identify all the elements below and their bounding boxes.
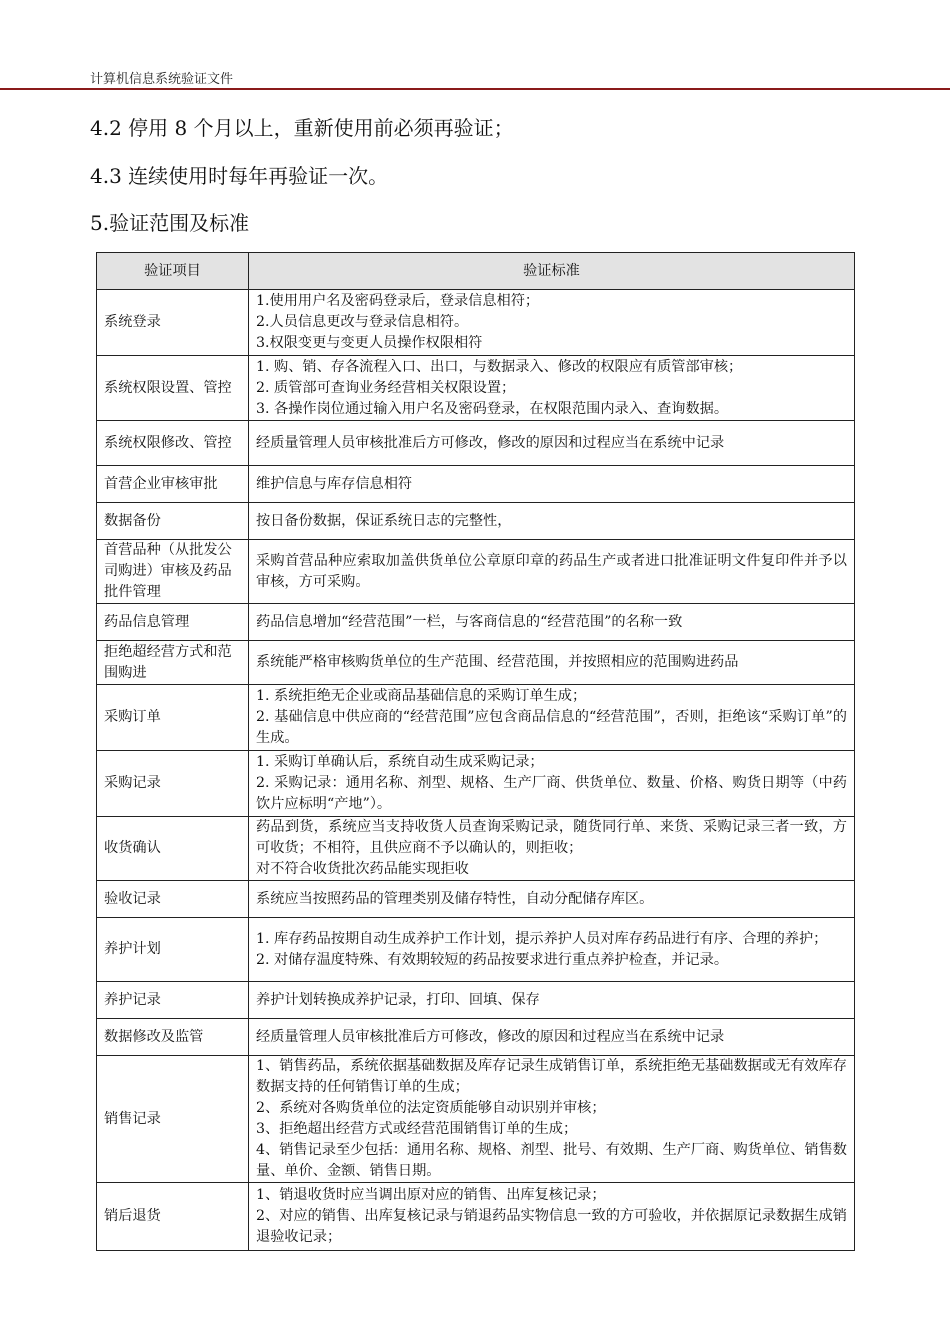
column-header-item: 验证项目 bbox=[97, 253, 249, 290]
validation-standard bbox=[249, 503, 855, 540]
validation-item: 系统权限设置、管控 bbox=[97, 356, 249, 421]
validation-standard bbox=[249, 982, 855, 1019]
validation-standard bbox=[249, 751, 855, 817]
standard-line: 3. 各操作岗位通过输入用户名及密码登录，在权限范围内录入、查询数据。 bbox=[256, 400, 729, 417]
standard-line: 3.权限变更与变更人员操作权限相符 bbox=[256, 335, 483, 351]
standard-line: 系统能严格审核购货单位的生产范围、经营范围，并按照相应的范围购进药品 bbox=[256, 654, 739, 670]
validation-standard bbox=[249, 290, 855, 356]
standard-line: 2. 基础信息中供应商的“经营范围”应包含商品信息的“经营范围”，否则，拒绝该“采购订单”的生成。 bbox=[256, 709, 847, 746]
standard-line: 2. 对储存温度特殊、有效期较短的药品按要求进行重点养护检查，并记录。 bbox=[256, 951, 729, 968]
standard-line: 系统应当按照药品的管理类别及储存特性，自动分配储存库区。 bbox=[256, 890, 654, 907]
validation-standard bbox=[249, 421, 855, 466]
header-divider bbox=[0, 88, 950, 90]
document-header-title: 计算机信息系统验证文件 bbox=[90, 72, 234, 87]
table-row bbox=[97, 503, 855, 540]
table-row bbox=[97, 751, 855, 817]
validation-standard bbox=[249, 466, 855, 503]
table-row bbox=[97, 1183, 855, 1251]
validation-standard bbox=[249, 356, 855, 421]
paragraph-4-2: 4.2 停用 8 个月以上，重新使用前必须再验证； bbox=[90, 116, 514, 140]
standard-line: 药品信息增加“经营范围”一栏，与客商信息的“经营范围”的名称一致 bbox=[256, 613, 683, 630]
validation-item: 销售记录 bbox=[97, 1056, 249, 1183]
standard-line: 2. 质管部可查询业务经营相关权限设置； bbox=[256, 379, 516, 396]
validation-item: 拒绝超经营方式和范围购进 bbox=[97, 641, 249, 685]
table-row bbox=[97, 918, 855, 982]
standard-line: 对不符合收货批次药品能实现拒收 bbox=[256, 861, 469, 877]
validation-standard bbox=[249, 881, 855, 918]
table-row bbox=[97, 641, 855, 685]
table-header-row bbox=[97, 253, 855, 290]
standard-line: 经质量管理人员审核批准后方可修改，修改的原因和过程应当在系统中记录 bbox=[256, 1028, 725, 1045]
validation-item: 验收记录 bbox=[97, 881, 249, 918]
validation-standard bbox=[249, 918, 855, 982]
standard-line: 1. 采购订单确认后，系统自动生成采购记录； bbox=[256, 754, 544, 770]
table-row bbox=[97, 881, 855, 918]
validation-standard bbox=[249, 641, 855, 685]
standard-line: 1. 系统拒绝无企业或商品基础信息的采购订单生成； bbox=[256, 688, 587, 704]
validation-standard bbox=[249, 604, 855, 641]
standard-line: 养护计划转换成养护记录，打印、回填、保存 bbox=[256, 991, 540, 1008]
validation-table bbox=[96, 252, 855, 1251]
validation-standard bbox=[249, 540, 855, 604]
standard-line: 2、系统对各购货单位的法定资质能够自动识别并审核； bbox=[256, 1100, 606, 1116]
standard-line: 3、拒绝超出经营方式或经营范围销售订单的生成； bbox=[256, 1121, 578, 1137]
standard-line: 经质量管理人员审核批准后方可修改，修改的原因和过程应当在系统中记录 bbox=[256, 434, 725, 451]
validation-standard bbox=[249, 817, 855, 881]
validation-standard bbox=[249, 685, 855, 751]
standard-line: 1、销退收货时应当调出原对应的销售、出库复核记录； bbox=[256, 1187, 606, 1203]
validation-item: 系统权限修改、管控 bbox=[97, 421, 249, 466]
paragraph-4-3: 4.3 连续使用时每年再验证一次。 bbox=[90, 164, 389, 188]
table-body bbox=[97, 290, 855, 1251]
standard-line: 1. 购、销、存各流程入口、出口，与数据录入、修改的权限应有质管部审核； bbox=[256, 358, 743, 375]
validation-standard bbox=[249, 1056, 855, 1183]
standard-line: 维护信息与库存信息相符 bbox=[256, 475, 413, 492]
section-title: 5.验证范围及标准 bbox=[90, 211, 250, 235]
column-header-standard: 验证标准 bbox=[249, 253, 855, 290]
table-row bbox=[97, 290, 855, 356]
validation-item: 销后退货 bbox=[97, 1183, 249, 1251]
table-row bbox=[97, 604, 855, 641]
table-row bbox=[97, 685, 855, 751]
standard-line: 1、销售药品，系统依据基础数据及库存记录生成销售订单，系统拒绝无基础数据或无有效库存数据支持的任何销售订单的生成； bbox=[256, 1058, 847, 1095]
validation-item: 养护记录 bbox=[97, 982, 249, 1019]
validation-item: 数据修改及监管 bbox=[97, 1019, 249, 1056]
validation-item: 养护计划 bbox=[97, 918, 249, 982]
table-row bbox=[97, 817, 855, 881]
standard-line: 1.使用用户名及密码登录后，登录信息相符； bbox=[256, 293, 540, 309]
standard-line: 2、对应的销售、出库复核记录与销退药品实物信息一致的方可验收，并依据原记录数据生成销退验收记录； bbox=[256, 1208, 847, 1245]
validation-item: 药品信息管理 bbox=[97, 604, 249, 641]
validation-item: 采购记录 bbox=[97, 751, 249, 817]
validation-item: 首营企业审核审批 bbox=[97, 466, 249, 503]
table-row bbox=[97, 466, 855, 503]
validation-item: 收货确认 bbox=[97, 817, 249, 881]
table-row bbox=[97, 540, 855, 604]
table-row bbox=[97, 982, 855, 1019]
validation-item: 数据备份 bbox=[97, 503, 249, 540]
validation-standard bbox=[249, 1183, 855, 1251]
standard-line: 药品到货，系统应当支持收货人员查询采购记录，随货同行单、来货、采购记录三者一致，方可收货；不相符，且供应商不予以确认的，则拒收； bbox=[256, 819, 847, 856]
validation-item: 系统登录 bbox=[97, 290, 249, 356]
table-row bbox=[97, 356, 855, 421]
validation-standard bbox=[249, 1019, 855, 1056]
table-row bbox=[97, 1056, 855, 1183]
standard-line: 按日备份数据，保证系统日志的完整性， bbox=[256, 512, 512, 529]
standard-line: 1. 库存药品按期自动生成养护工作计划，提示养护人员对库存药品进行有序、合理的养护； bbox=[256, 930, 828, 947]
validation-item: 采购订单 bbox=[97, 685, 249, 751]
table-row bbox=[97, 421, 855, 466]
standard-line: 4、销售记录至少包括：通用名称、规格、剂型、批号、有效期、生产厂商、购货单位、销售数量、单价、金额、销售日期。 bbox=[256, 1142, 847, 1179]
validation-item: 首营品种（从批发公司购进）审核及药品批件管理 bbox=[97, 540, 249, 604]
standard-line: 采购首营品种应索取加盖供货单位公章原印章的药品生产或者进口批准证明文件复印件并予以审核，方可采购。 bbox=[256, 552, 847, 590]
standard-line: 2.人员信息更改与登录信息相符。 bbox=[256, 314, 469, 330]
table-row bbox=[97, 1019, 855, 1056]
standard-line: 2. 采购记录：通用名称、剂型、规格、生产厂商、供货单位、数量、价格、购货日期等（中药饮片应标明“产地”）。 bbox=[256, 775, 847, 812]
